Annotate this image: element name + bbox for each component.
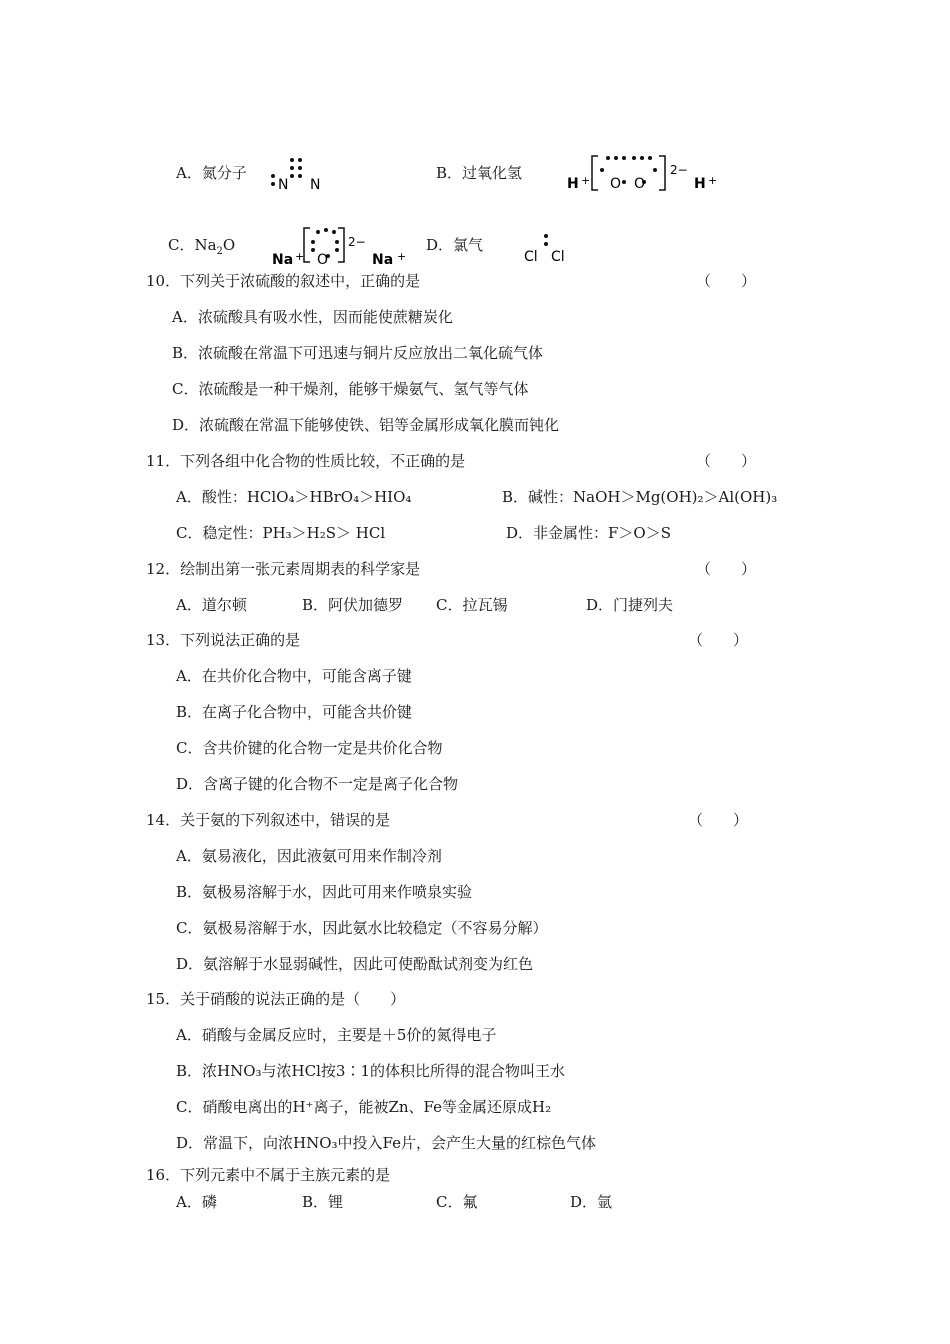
q14-option-c: C．氨极易溶解于水，因此氨水比较稳定（不容易分解） <box>176 919 548 937</box>
q9-option-b-label: B．过氧化氢 <box>436 164 523 182</box>
q11-option-a: A．酸性：HClO₄＞HBrO₄＞HIO₄ <box>176 488 412 506</box>
q16-option-d: D．氩 <box>570 1193 613 1211</box>
q10-stem: 10．下列关于浓硫酸的叙述中，正确的是 <box>146 272 421 290</box>
q15-stem: 15．关于硝酸的说法正确的是（ ） <box>146 990 406 1008</box>
q15-option-c: C．硝酸电离出的H⁺离子，能被Zn、Fe等金属还原成H₂ <box>176 1098 552 1116</box>
q13-option-c: C．含共价键的化合物一定是共价化合物 <box>176 739 443 757</box>
q10-answer-blank: （ ） <box>696 272 757 290</box>
lewis-charge-oxide: 2− <box>348 235 366 249</box>
lewis-atom-o1: O <box>610 176 622 192</box>
lewis-charge-peroxide: 2− <box>670 163 688 177</box>
lewis-plus-1: + <box>581 174 591 187</box>
lewis-plus-na2: + <box>397 250 407 263</box>
q13-option-a: A．在共价化合物中，可能含离子键 <box>176 667 412 685</box>
lewis-atom-cl2: Cl <box>551 249 565 265</box>
q9-option-c-label: C．$Na_2O$ <box>168 236 236 257</box>
q9-option-a-label: A．氮分子 <box>176 164 247 182</box>
q9-option-d-label: D．氯气 <box>426 236 484 254</box>
q12-option-a: A．道尔顿 <box>176 596 247 614</box>
q11-option-d: D．非金属性：F＞O＞S <box>506 524 672 542</box>
q15-option-b: B．浓HNO₃与浓HCl按3∶1的体积比所得的混合物叫王水 <box>176 1062 565 1080</box>
lewis-atom-h1: H <box>567 176 579 192</box>
q12-option-b: B．阿伏加德罗 <box>302 596 404 614</box>
lewis-plus-2: + <box>708 174 718 187</box>
q16-option-b: B．锂 <box>302 1193 344 1211</box>
lewis-atom-o: O <box>317 252 329 268</box>
q14-option-d: D．氨溶解于水显弱碱性，因此可使酚酞试剂变为红色 <box>176 955 534 973</box>
cl2-lewis-structure <box>520 230 580 266</box>
q13-option-b: B．在离子化合物中，可能含共价键 <box>176 703 413 721</box>
q13-stem: 13．下列说法正确的是 <box>146 631 301 649</box>
lewis-atom-na1: Na <box>272 252 294 268</box>
q12-option-d: D．门捷列夫 <box>586 596 674 614</box>
q14-stem: 14．关于氨的下列叙述中，错误的是 <box>146 811 391 829</box>
h2o2-lewis-structure <box>562 148 722 198</box>
q16-stem: 16．下列元素中不属于主族元素的是 <box>146 1166 391 1184</box>
lewis-atom-na2: Na <box>372 252 394 268</box>
q11-option-b: B．碱性：NaOH＞Mg(OH)₂＞Al(OH)₃ <box>502 488 778 506</box>
lewis-atom-o2: O <box>634 176 646 192</box>
q12-stem: 12．绘制出第一张元素周期表的科学家是 <box>146 560 421 578</box>
q10-option-a: A．浓硫酸具有吸水性，因而能使蔗糖炭化 <box>172 308 453 326</box>
q12-answer-blank: （ ） <box>696 560 757 578</box>
q15-option-d: D．常温下，向浓HNO₃中投入Fe片，会产生大量的红棕色气体 <box>176 1134 597 1152</box>
q16-option-a: A．磷 <box>176 1193 217 1211</box>
q14-option-b: B．氨极易溶解于水，因此可用来作喷泉实验 <box>176 883 473 901</box>
q11-option-c: C．稳定性：PH₃＞H₂S＞ HCl <box>176 524 386 542</box>
lewis-atom-n2: N <box>310 177 321 193</box>
na2o-lewis-structure <box>266 222 416 272</box>
lewis-atom-n1: N <box>278 177 289 193</box>
lewis-plus-na1: + <box>295 250 305 263</box>
q15-option-a: A．硝酸与金属反应时，主要是＋5价的氮得电子 <box>176 1026 497 1044</box>
q12-option-c: C．拉瓦锡 <box>436 596 508 614</box>
lewis-atom-cl1: Cl <box>524 249 538 265</box>
lewis-atom-h2: H <box>694 176 706 192</box>
q13-answer-blank: （ ） <box>688 631 749 649</box>
q14-option-a: A．氨易液化，因此液氨可用来作制冷剂 <box>176 847 442 865</box>
q10-option-b: B．浓硫酸在常温下可迅速与铜片反应放出二氧化硫气体 <box>172 344 544 362</box>
q11-stem: 11．下列各组中化合物的性质比较，不正确的是 <box>146 452 466 470</box>
q10-option-c: C．浓硫酸是一种干燥剂，能够干燥氨气、氢气等气体 <box>172 380 529 398</box>
q14-answer-blank: （ ） <box>688 811 749 829</box>
q16-option-c: C．氟 <box>436 1193 478 1211</box>
q11-answer-blank: （ ） <box>696 452 757 470</box>
n2-lewis-structure <box>264 152 334 194</box>
q10-option-d: D．浓硫酸在常温下能够使铁、铝等金属形成氧化膜而钝化 <box>172 416 560 434</box>
q13-option-d: D．含离子键的化合物不一定是离子化合物 <box>176 775 459 793</box>
